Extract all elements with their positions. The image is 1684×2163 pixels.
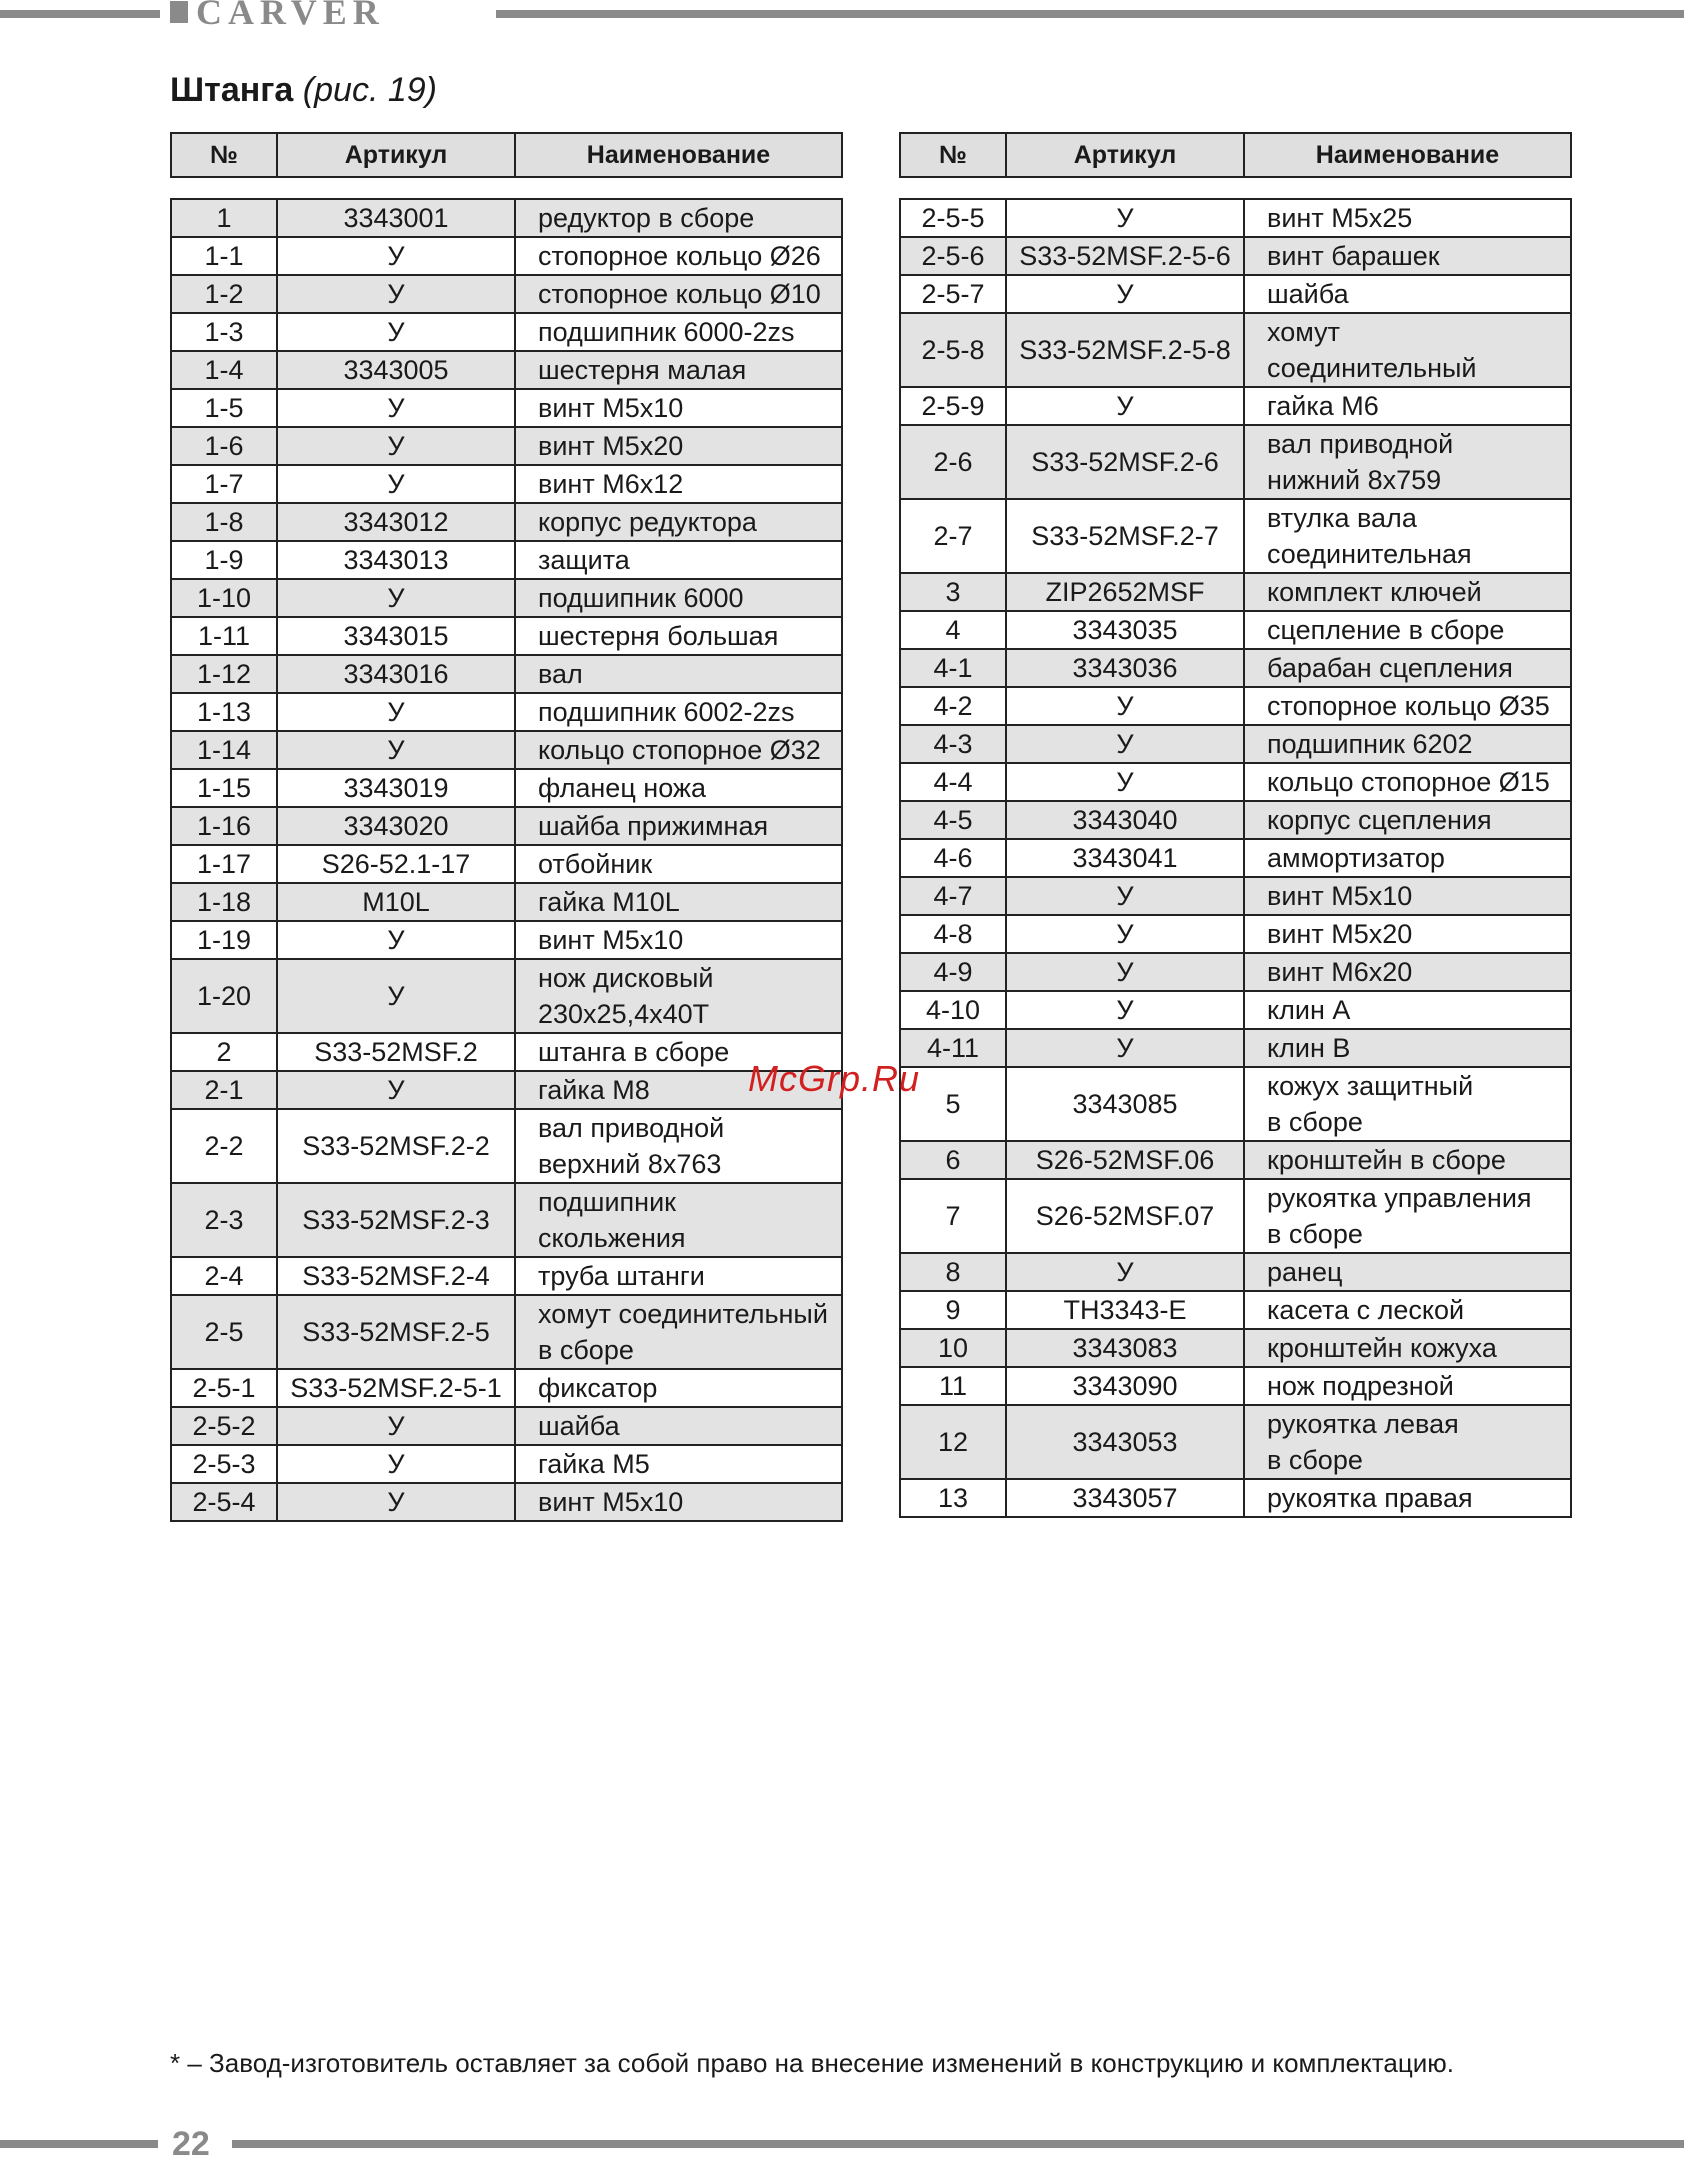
part-number: 1-3 <box>171 313 277 351</box>
table-row <box>900 991 1571 1029</box>
part-article: S26-52.1-17 <box>277 845 515 883</box>
table-row <box>900 1291 1571 1329</box>
part-article: У <box>277 1445 515 1483</box>
part-number: 1-10 <box>171 579 277 617</box>
spacer-cell <box>900 177 1006 199</box>
header-name: Наименование <box>515 133 842 177</box>
part-article: У <box>277 1483 515 1521</box>
header-line-right <box>496 10 1684 18</box>
part-article: 3343005 <box>277 351 515 389</box>
table-row <box>171 693 842 731</box>
part-article: S33-52MSF.2-6 <box>1006 425 1244 499</box>
part-number: 2-5-1 <box>171 1369 277 1407</box>
part-name: рукоятка левая в сборе <box>1244 1405 1571 1479</box>
footer-line-left <box>0 2140 158 2148</box>
part-number: 1-2 <box>171 275 277 313</box>
table-row <box>900 425 1571 499</box>
part-number: 2-7 <box>900 499 1006 573</box>
part-name: винт М5х10 <box>515 389 842 427</box>
part-name: кольцо стопорное Ø32 <box>515 731 842 769</box>
table-row <box>171 655 842 693</box>
part-name: ранец <box>1244 1253 1571 1291</box>
footer-line-right <box>232 2140 1684 2148</box>
table-row <box>171 503 842 541</box>
table-row <box>171 769 842 807</box>
part-article: S33-52MSF.2-5-6 <box>1006 237 1244 275</box>
part-article: У <box>277 579 515 617</box>
table-row <box>171 1183 842 1257</box>
part-article: У <box>277 959 515 1033</box>
part-article: У <box>277 427 515 465</box>
table-row <box>900 763 1571 801</box>
part-name: редуктор в сборе <box>515 199 842 237</box>
table-header-row <box>900 133 1571 177</box>
table-row <box>171 275 842 313</box>
header-num: № <box>171 133 277 177</box>
part-name: кронштейн в сборе <box>1244 1141 1571 1179</box>
parts-table-right-body <box>900 177 1571 1517</box>
brand-logo <box>170 0 385 30</box>
part-name: винт М5х10 <box>515 921 842 959</box>
part-name: сцепление в сборе <box>1244 611 1571 649</box>
part-name: шайба <box>1244 275 1571 313</box>
part-article: S26-52MSF.07 <box>1006 1179 1244 1253</box>
part-number: 2-5-7 <box>900 275 1006 313</box>
part-number: 9 <box>900 1291 1006 1329</box>
table-row <box>900 1329 1571 1367</box>
table-header-row <box>171 133 842 177</box>
part-article: У <box>277 389 515 427</box>
part-name: гайка M10L <box>515 883 842 921</box>
part-article: 3343001 <box>277 199 515 237</box>
part-number: 1-12 <box>171 655 277 693</box>
part-article: 3343040 <box>1006 801 1244 839</box>
watermark: McGrp.Ru <box>748 1058 921 1099</box>
table-row <box>900 877 1571 915</box>
header-article: Артикул <box>1006 133 1244 177</box>
part-article: M10L <box>277 883 515 921</box>
spacer-cell <box>515 177 842 199</box>
table-row <box>171 541 842 579</box>
table-row <box>171 845 842 883</box>
footer-rule <box>0 2140 1684 2148</box>
part-name: хомут соединительный <box>1244 313 1571 387</box>
part-number: 1 <box>171 199 277 237</box>
table-row <box>900 725 1571 763</box>
table-row <box>900 313 1571 387</box>
part-name: винт М5х10 <box>515 1483 842 1521</box>
logo-mark-icon <box>170 1 188 23</box>
table-spacer-row <box>900 177 1571 199</box>
part-name: вал приводной верхний 8х763 <box>515 1109 842 1183</box>
part-name: клин В <box>1244 1029 1571 1067</box>
table-row <box>900 573 1571 611</box>
part-article: 3343035 <box>1006 611 1244 649</box>
part-number: 2-5-9 <box>900 387 1006 425</box>
table-row <box>171 1295 842 1369</box>
part-article: У <box>1006 199 1244 237</box>
part-name: винт М5х20 <box>1244 915 1571 953</box>
table-row <box>171 883 842 921</box>
part-article: TH3343-E <box>1006 1291 1244 1329</box>
table-row <box>171 1407 842 1445</box>
part-name: гайка М8 <box>515 1071 842 1109</box>
table-row <box>171 313 842 351</box>
table-row <box>171 427 842 465</box>
table-row <box>900 1479 1571 1517</box>
part-article: У <box>1006 1253 1244 1291</box>
part-article: У <box>1006 953 1244 991</box>
table-row <box>171 1071 842 1109</box>
part-article: У <box>277 921 515 959</box>
header-name: Наименование <box>1244 133 1571 177</box>
table-row <box>171 389 842 427</box>
part-article: У <box>1006 725 1244 763</box>
part-name: касета с леской <box>1244 1291 1571 1329</box>
table-row <box>171 1109 842 1183</box>
part-number: 2-6 <box>900 425 1006 499</box>
part-name: вал приводной нижний 8х759 <box>1244 425 1571 499</box>
table-row <box>900 953 1571 991</box>
part-number: 8 <box>900 1253 1006 1291</box>
part-name: рукоятка правая <box>1244 1479 1571 1517</box>
part-number: 2-5-2 <box>171 1407 277 1445</box>
table-row <box>171 1445 842 1483</box>
part-number: 4-6 <box>900 839 1006 877</box>
table-row <box>171 1257 842 1295</box>
part-number: 1-5 <box>171 389 277 427</box>
part-name: винт М6х20 <box>1244 953 1571 991</box>
part-name: рукоятка управления в сборе <box>1244 1179 1571 1253</box>
part-number: 2-5-3 <box>171 1445 277 1483</box>
part-name: шайба <box>515 1407 842 1445</box>
table-row <box>900 915 1571 953</box>
part-article: У <box>1006 1029 1244 1067</box>
part-number: 13 <box>900 1479 1006 1517</box>
part-name: винт барашек <box>1244 237 1571 275</box>
part-name: комплект ключей <box>1244 573 1571 611</box>
part-article: У <box>1006 991 1244 1029</box>
part-article: 3343036 <box>1006 649 1244 687</box>
table-row <box>900 1367 1571 1405</box>
table-row <box>171 237 842 275</box>
part-name: винт М5х20 <box>515 427 842 465</box>
table-row <box>900 1029 1571 1067</box>
part-article: 3343085 <box>1006 1067 1244 1141</box>
spacer-cell <box>1244 177 1571 199</box>
part-article: S33-52MSF.2-2 <box>277 1109 515 1183</box>
part-name: аммортизатор <box>1244 839 1571 877</box>
part-article: У <box>277 465 515 503</box>
page-title <box>170 66 437 114</box>
header-num: № <box>900 133 1006 177</box>
part-name: кронштейн кожуха <box>1244 1329 1571 1367</box>
table-row <box>900 839 1571 877</box>
part-name: шестерня большая <box>515 617 842 655</box>
part-name: подшипник скольжения <box>515 1183 842 1257</box>
part-number: 1-18 <box>171 883 277 921</box>
table-row <box>171 351 842 389</box>
part-number: 7 <box>900 1179 1006 1253</box>
parts-table-right <box>899 132 1572 1518</box>
part-name: подшипник 6002-2zs <box>515 693 842 731</box>
table-row <box>900 387 1571 425</box>
part-article: 3343083 <box>1006 1329 1244 1367</box>
part-name: гайка М6 <box>1244 387 1571 425</box>
part-name: защита <box>515 541 842 579</box>
part-name: корпус редуктора <box>515 503 842 541</box>
part-article: S33-52MSF.2-5-8 <box>1006 313 1244 387</box>
part-article: 3343015 <box>277 617 515 655</box>
part-number: 1-1 <box>171 237 277 275</box>
part-number: 11 <box>900 1367 1006 1405</box>
part-number: 4-5 <box>900 801 1006 839</box>
part-name: фланец ножа <box>515 769 842 807</box>
part-number: 4-8 <box>900 915 1006 953</box>
part-number: 1-14 <box>171 731 277 769</box>
part-number: 2-2 <box>171 1109 277 1183</box>
table-row <box>900 687 1571 725</box>
part-name: отбойник <box>515 845 842 883</box>
header-line-left <box>0 10 160 18</box>
part-number: 4-7 <box>900 877 1006 915</box>
table-row <box>171 1033 842 1071</box>
title-figure-ref: (рис. 19) <box>302 71 437 109</box>
part-article: У <box>277 731 515 769</box>
part-number: 1-15 <box>171 769 277 807</box>
part-number: 4-11 <box>900 1029 1006 1067</box>
table-row <box>900 199 1571 237</box>
part-name: шестерня малая <box>515 351 842 389</box>
part-article: У <box>1006 763 1244 801</box>
parts-table-left <box>170 132 843 1522</box>
part-number: 6 <box>900 1141 1006 1179</box>
part-name: подшипник 6000 <box>515 579 842 617</box>
footnote: * – Завод-изготовитель оставляет за собой право на внесение изменений в конструкцию и комплектацию. <box>170 2048 1455 2078</box>
part-number: 2-5-6 <box>900 237 1006 275</box>
part-name: шайба прижимная <box>515 807 842 845</box>
part-number: 2 <box>171 1033 277 1071</box>
table-row <box>900 1179 1571 1253</box>
table-spacer-row <box>171 177 842 199</box>
title-main: Штанга <box>170 71 294 109</box>
part-article: 3343041 <box>1006 839 1244 877</box>
part-number: 2-5-8 <box>900 313 1006 387</box>
part-article: S33-52MSF.2-3 <box>277 1183 515 1257</box>
part-article: У <box>277 693 515 731</box>
part-article: У <box>1006 877 1244 915</box>
part-name: барабан сцепления <box>1244 649 1571 687</box>
part-article: S26-52MSF.06 <box>1006 1141 1244 1179</box>
part-article: S33-52MSF.2-5 <box>277 1295 515 1369</box>
part-article: 3343013 <box>277 541 515 579</box>
part-number: 5 <box>900 1067 1006 1141</box>
spacer-cell <box>277 177 515 199</box>
part-name: нож подрезной <box>1244 1367 1571 1405</box>
part-number: 1-17 <box>171 845 277 883</box>
table-row <box>900 1253 1571 1291</box>
table-row <box>171 731 842 769</box>
part-number: 4-2 <box>900 687 1006 725</box>
part-name: втулка вала соединительная <box>1244 499 1571 573</box>
part-article: 3343012 <box>277 503 515 541</box>
header-article: Артикул <box>277 133 515 177</box>
spacer-cell <box>1006 177 1244 199</box>
table-row <box>171 807 842 845</box>
part-name: штанга в сборе <box>515 1033 842 1071</box>
table-row <box>900 801 1571 839</box>
table-row <box>900 275 1571 313</box>
parts-table-left-body <box>171 177 842 1521</box>
part-article: У <box>277 237 515 275</box>
part-name: винт М5х10 <box>1244 877 1571 915</box>
part-article: 3343057 <box>1006 1479 1244 1517</box>
part-name: стопорное кольцо Ø10 <box>515 275 842 313</box>
part-article: 3343020 <box>277 807 515 845</box>
part-article: У <box>1006 915 1244 953</box>
part-article: У <box>1006 687 1244 725</box>
part-article: S33-52MSF.2-7 <box>1006 499 1244 573</box>
part-number: 1-13 <box>171 693 277 731</box>
part-name: стопорное кольцо Ø35 <box>1244 687 1571 725</box>
table-row <box>171 617 842 655</box>
part-article: У <box>277 1071 515 1109</box>
part-number: 4-1 <box>900 649 1006 687</box>
part-name: вал <box>515 655 842 693</box>
part-number: 2-1 <box>171 1071 277 1109</box>
part-article: S33-52MSF.2-5-1 <box>277 1369 515 1407</box>
part-number: 1-4 <box>171 351 277 389</box>
part-article: 3343090 <box>1006 1367 1244 1405</box>
part-number: 1-20 <box>171 959 277 1033</box>
part-number: 1-6 <box>171 427 277 465</box>
part-number: 4-10 <box>900 991 1006 1029</box>
part-number: 2-5 <box>171 1295 277 1369</box>
part-name: стопорное кольцо Ø26 <box>515 237 842 275</box>
part-article: S33-52MSF.2-4 <box>277 1257 515 1295</box>
part-number: 1-8 <box>171 503 277 541</box>
part-article: У <box>1006 387 1244 425</box>
spacer-cell <box>171 177 277 199</box>
brand-name: CARVER <box>196 0 385 32</box>
part-number: 2-5-5 <box>900 199 1006 237</box>
part-number: 4-4 <box>900 763 1006 801</box>
part-article: У <box>277 313 515 351</box>
table-row <box>171 1369 842 1407</box>
table-row <box>900 499 1571 573</box>
part-number: 4-9 <box>900 953 1006 991</box>
table-row <box>171 1483 842 1521</box>
part-name: подшипник 6202 <box>1244 725 1571 763</box>
table-row <box>900 237 1571 275</box>
table-row <box>171 579 842 617</box>
part-article: У <box>277 275 515 313</box>
part-number: 10 <box>900 1329 1006 1367</box>
page-number: 22 <box>172 2125 210 2163</box>
part-number: 1-19 <box>171 921 277 959</box>
table-row <box>900 1067 1571 1141</box>
table-row <box>171 465 842 503</box>
part-name: нож дисковый 230х25,4х40Т <box>515 959 842 1033</box>
part-name: фиксатор <box>515 1369 842 1407</box>
part-name: кольцо стопорное Ø15 <box>1244 763 1571 801</box>
part-article: 3343016 <box>277 655 515 693</box>
part-name: кожух защитный в сборе <box>1244 1067 1571 1141</box>
part-article: ZIP2652MSF <box>1006 573 1244 611</box>
part-article: 3343053 <box>1006 1405 1244 1479</box>
part-number: 4 <box>900 611 1006 649</box>
part-name: подшипник 6000-2zs <box>515 313 842 351</box>
part-name: клин А <box>1244 991 1571 1029</box>
table-row <box>171 959 842 1033</box>
table-row <box>171 199 842 237</box>
part-name: винт М6х12 <box>515 465 842 503</box>
part-number: 12 <box>900 1405 1006 1479</box>
part-number: 1-11 <box>171 617 277 655</box>
part-number: 2-3 <box>171 1183 277 1257</box>
part-number: 3 <box>900 573 1006 611</box>
table-row <box>900 611 1571 649</box>
table-row <box>171 921 842 959</box>
part-article: У <box>277 1407 515 1445</box>
part-name: хомут соединительный в сборе <box>515 1295 842 1369</box>
table-row <box>900 649 1571 687</box>
part-name: труба штанги <box>515 1257 842 1295</box>
part-number: 2-5-4 <box>171 1483 277 1521</box>
part-number: 1-9 <box>171 541 277 579</box>
part-number: 1-7 <box>171 465 277 503</box>
part-name: корпус сцепления <box>1244 801 1571 839</box>
part-article: У <box>1006 275 1244 313</box>
table-row <box>900 1405 1571 1479</box>
part-number: 1-16 <box>171 807 277 845</box>
part-article: 3343019 <box>277 769 515 807</box>
part-name: винт М5х25 <box>1244 199 1571 237</box>
table-row <box>900 1141 1571 1179</box>
part-number: 4-3 <box>900 725 1006 763</box>
part-number: 2-4 <box>171 1257 277 1295</box>
part-article: S33-52MSF.2 <box>277 1033 515 1071</box>
part-name: гайка М5 <box>515 1445 842 1483</box>
